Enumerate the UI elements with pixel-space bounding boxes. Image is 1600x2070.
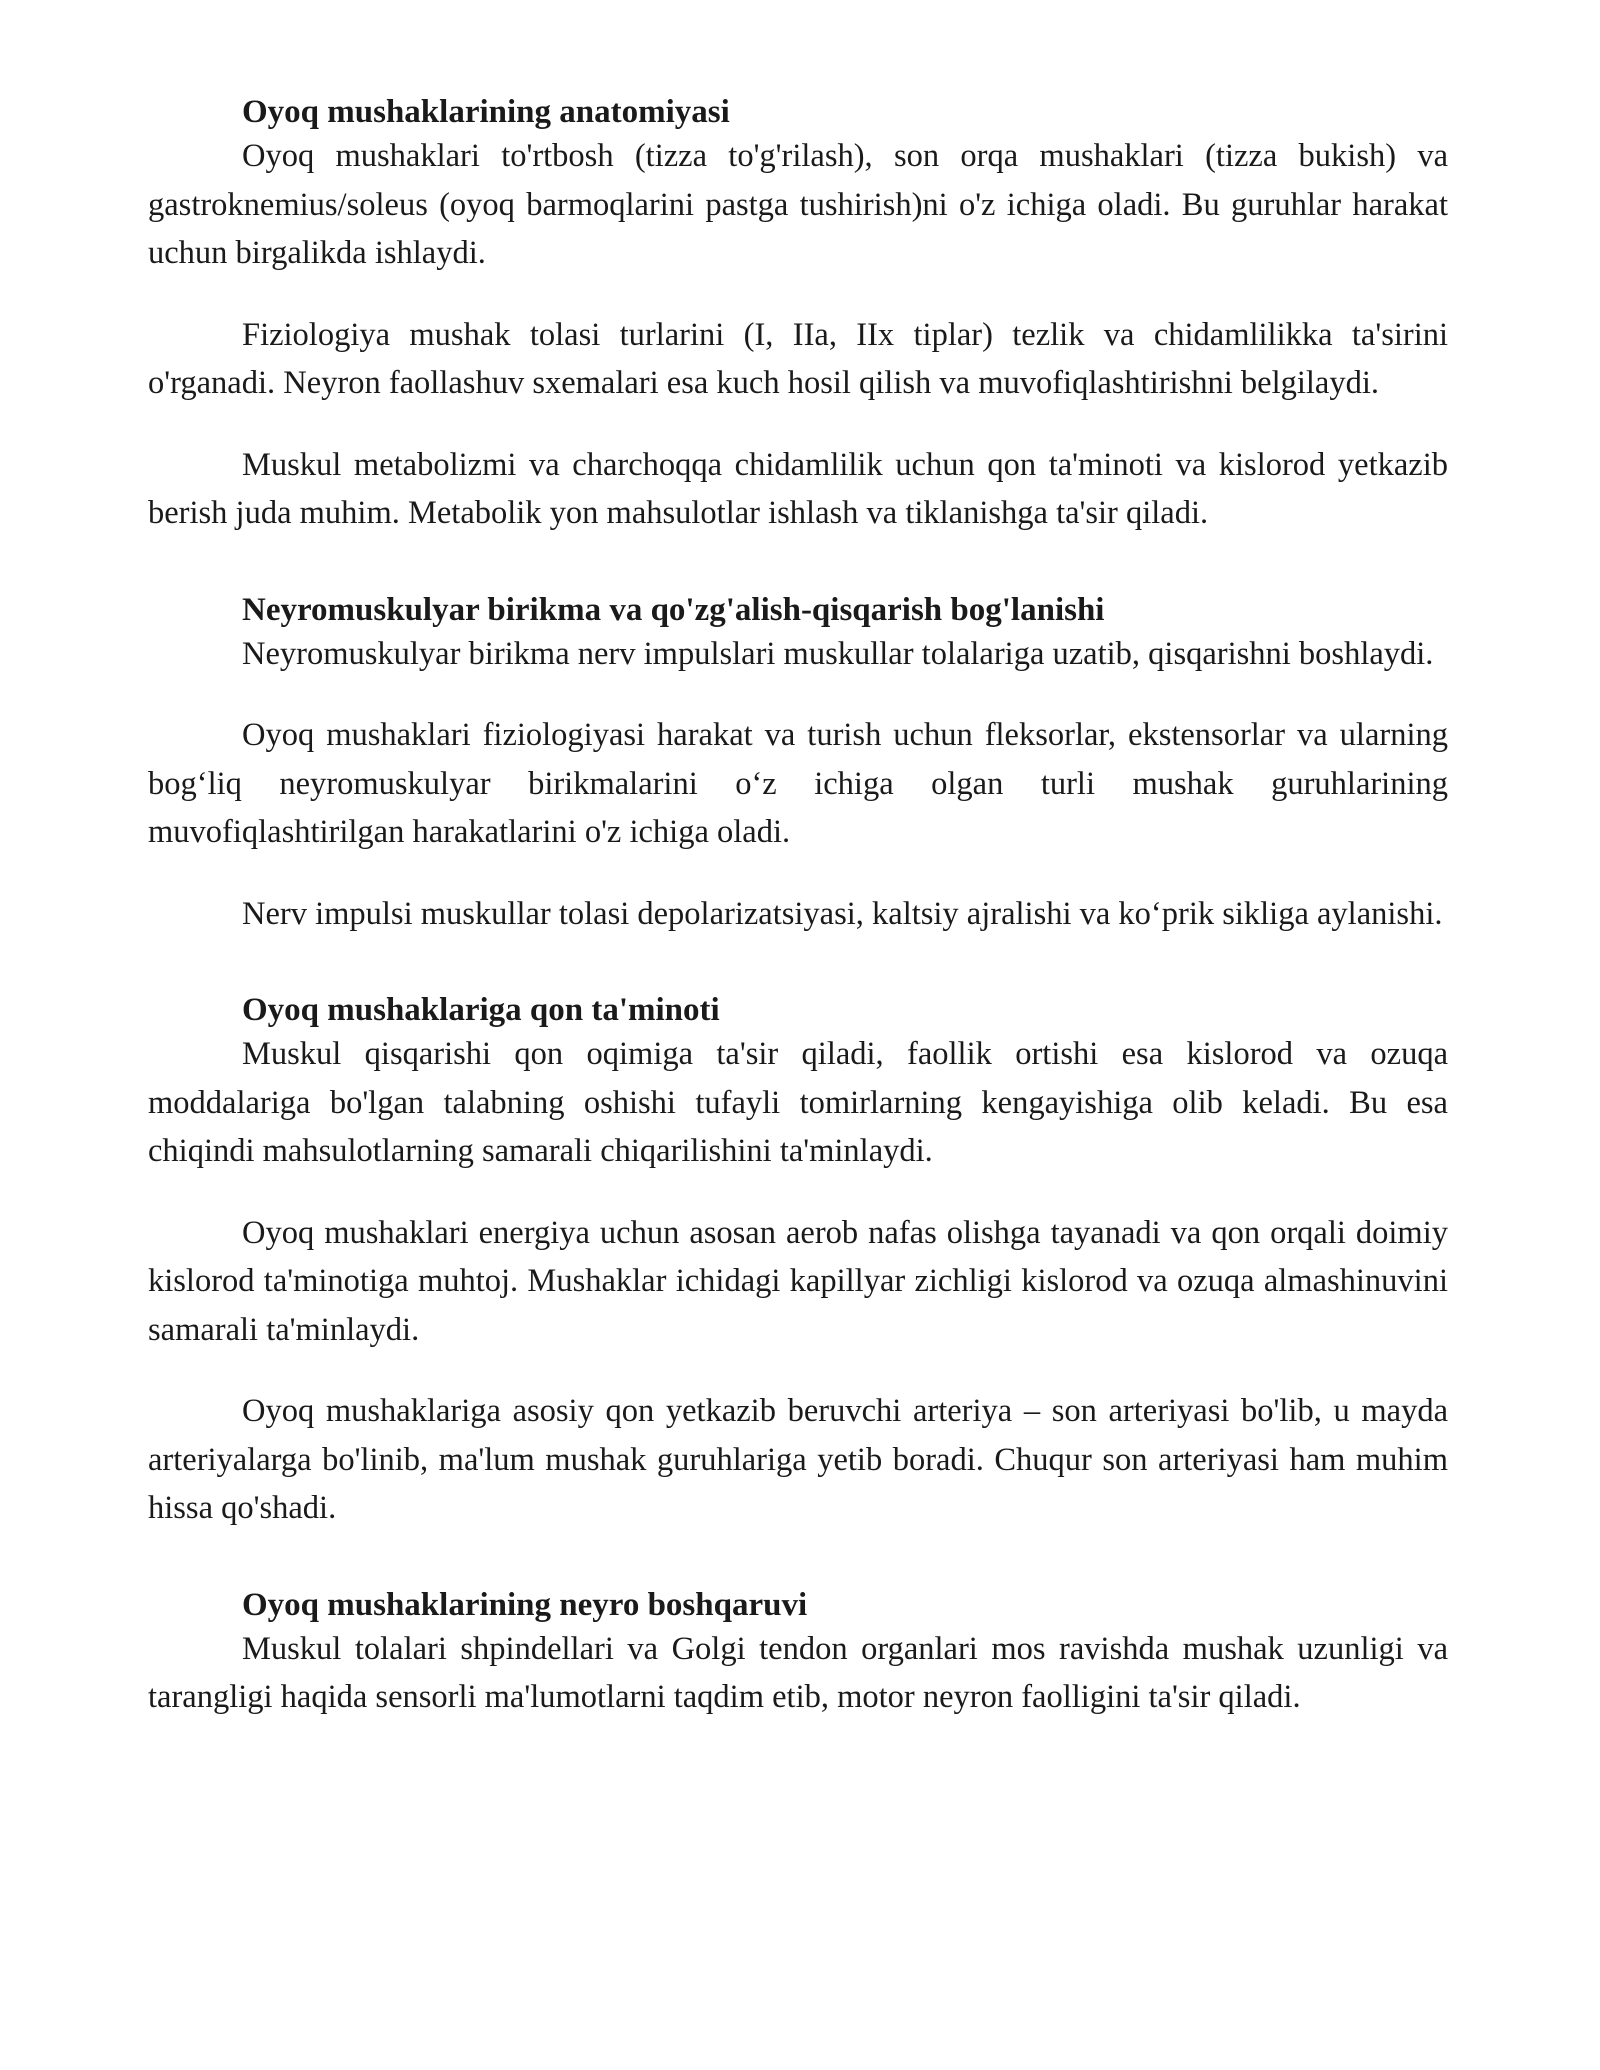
document-page xyxy=(148,90,1448,1722)
section-heading: Neyromuskulyar birikma va qo'zg'alish-qisqarish bog'lanishi xyxy=(242,591,1105,628)
paragraph: Oyoq mushaklariga asosiy qon yetkazib beruvchi arteriya – son arteriyasi bo'lib, u mayda arteriyalarga bo'linib, ma'lum mushak guruhlariga yetib boradi. Chuqur son arteriyasi ham muhim hissa qo'shadi. xyxy=(148,1393,1448,1526)
paragraph: Muskul tolalari shpindellari va Golgi tendon organlari mos ravishda mushak uzunligi va tarangligi haqida sensorli ma'lumotlarni taqdim etib, motor neyron faolligini ta'sir qiladi. xyxy=(148,1630,1448,1715)
section-leg-muscle-anatomy xyxy=(148,90,1448,538)
paragraph: Nerv impulsi muskullar tolasi depolarizatsiyasi, kaltsiy ajralishi va ko‘prik sikliga aylanishi. xyxy=(242,895,1443,932)
section-neuromuscular-junction xyxy=(148,588,1448,939)
section-heading: Oyoq mushaklarining anatomiyasi xyxy=(242,94,730,130)
paragraph: Neyromuskulyar birikma nerv impulslari muskullar tolalariga uzatib, qisqarishni boshlaydi. xyxy=(242,635,1434,672)
section-heading: Oyoq mushaklarining neyro boshqaruvi xyxy=(242,1586,808,1623)
paragraph: Fiziologiya mushak tolasi turlarini (I, IIa, IIx tiplar) tezlik va chidamlilikka ta'sirini o'rganadi. Neyron faollashuv sxemalari esa kuch hosil qilish va muvofiqlashtirishni belgilaydi. xyxy=(148,316,1448,401)
section-neural-control xyxy=(148,1583,1448,1722)
paragraph: Oyoq mushaklari fiziologiyasi harakat va turish uchun fleksorlar, ekstensorlar va ularning bog‘liq neyromuskulyar birikmalarini o‘z ichiga olgan turli mushak guruhlarining muvofiqlashtirilgan harakatlarini o'z ichiga oladi. xyxy=(148,717,1448,850)
paragraph: Muskul qisqarishi qon oqimiga ta'sir qiladi, faollik ortishi esa kislorod va ozuqa moddalariga bo'lgan talabning oshishi tufayli tomirlarning kengayishiga olib keladi. Bu esa chiqindi mahsulotlarning samarali chiqarilishini ta'minlaydi. xyxy=(148,1036,1448,1169)
paragraph: Muskul metabolizmi va charchoqqa chidamlilik uchun qon ta'minoti va kislorod yetkazib berish juda muhim. Metabolik yon mahsulotlar ishlash va tiklanishga ta'sir qiladi. xyxy=(148,446,1448,531)
section-blood-supply xyxy=(148,988,1448,1533)
section-heading: Oyoq mushaklariga qon ta'minoti xyxy=(242,992,720,1028)
paragraph: Oyoq mushaklari energiya uchun asosan aerob nafas olishga tayanadi va qon orqali doimiy kislorod ta'minotiga muhtoj. Mushaklar ichidagi kapillyar zichligi kislorod va ozuqa almashinuvini samarali ta'minlaydi. xyxy=(148,1214,1448,1348)
paragraph: Oyoq mushaklari to'rtbosh (tizza to'g'rilash), son orqa mushaklari (tizza bukish) va gastroknemius/soleus (oyoq barmoqlarini pastga tushirish)ni o'z ichiga oladi. Bu guruhlar harakat uchun birgalikda ishlaydi. xyxy=(148,138,1448,271)
